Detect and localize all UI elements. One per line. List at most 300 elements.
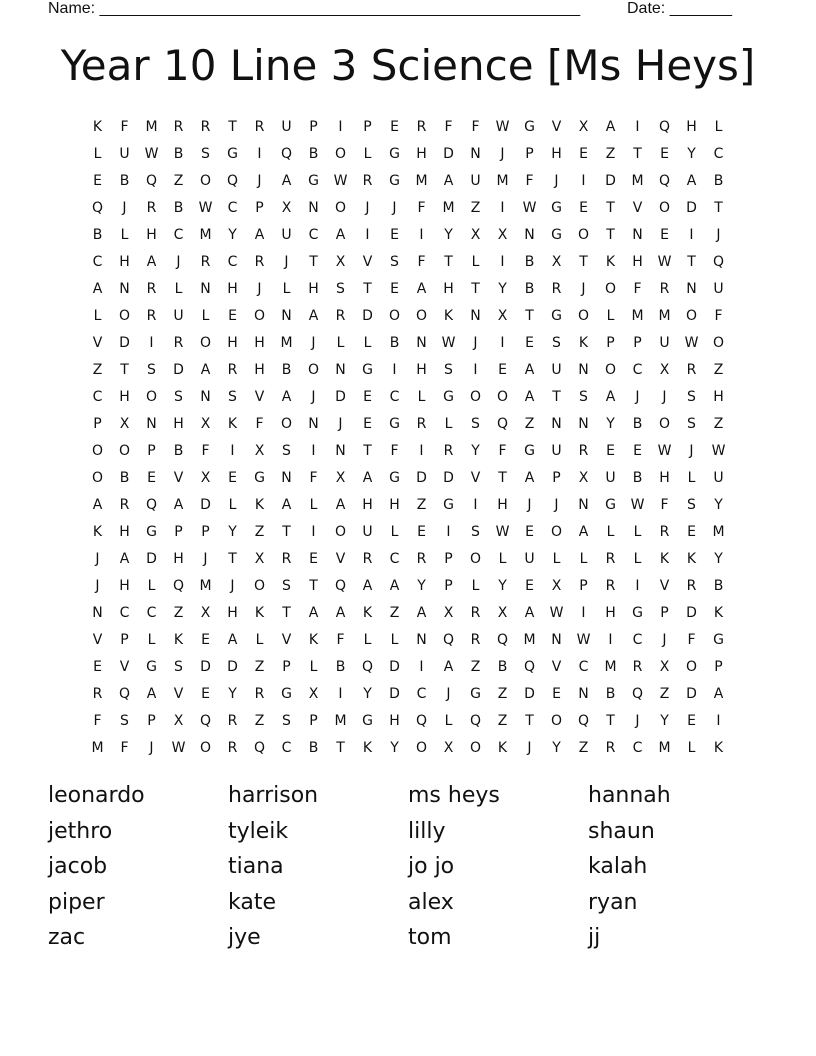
grid-letter: J xyxy=(662,631,667,648)
grid-letter: Y xyxy=(417,577,426,594)
grid-letter: N xyxy=(146,415,157,432)
grid-letter: B xyxy=(632,469,643,486)
grid-letter: U xyxy=(524,550,535,567)
grid-letter: S xyxy=(228,388,237,405)
grid-letter: D xyxy=(686,604,697,621)
grid-letter: G xyxy=(254,469,265,486)
grid-letter: M xyxy=(442,199,455,216)
grid-letter: M xyxy=(199,577,212,594)
grid-letter: H xyxy=(443,280,454,297)
grid-letter: C xyxy=(308,226,319,243)
grid-letter: R xyxy=(659,280,670,297)
grid-letter: Q xyxy=(496,415,509,432)
grid-letter: R xyxy=(659,523,670,540)
grid-letter: R xyxy=(227,712,238,729)
grid-letter: P xyxy=(525,145,534,162)
grid-letter: O xyxy=(118,307,131,324)
grid-letter: J xyxy=(527,739,532,756)
grid-letter: L xyxy=(228,496,237,513)
grid-letter: I xyxy=(230,442,235,459)
grid-letter: V xyxy=(92,334,103,351)
grid-letter: Q xyxy=(361,658,374,675)
grid-letter: F xyxy=(498,442,507,459)
grid-letter: A xyxy=(713,685,724,702)
grid-letter: O xyxy=(550,523,563,540)
grid-letter: E xyxy=(390,226,399,243)
grid-letter: H xyxy=(227,334,238,351)
grid-letter: H xyxy=(308,280,319,297)
grid-letter: J xyxy=(635,388,640,405)
grid-letter: O xyxy=(199,739,212,756)
grid-letter: H xyxy=(659,469,670,486)
grid-letter: R xyxy=(416,118,427,135)
grid-letter: L xyxy=(336,334,345,351)
grid-letter: K xyxy=(227,415,238,432)
grid-letter: T xyxy=(228,118,237,135)
grid-letter: O xyxy=(550,712,563,729)
grid-letter: I xyxy=(500,199,505,216)
grid-letter: L xyxy=(282,280,291,297)
grid-letter: M xyxy=(631,172,644,189)
word-list-item: jo jo xyxy=(408,854,455,880)
grid-letter: R xyxy=(335,307,346,324)
grid-letter: G xyxy=(389,145,400,162)
grid-letter: T xyxy=(552,388,561,405)
grid-letter: G xyxy=(389,469,400,486)
grid-letter: N xyxy=(578,685,589,702)
grid-letter: S xyxy=(471,415,480,432)
grid-letter: R xyxy=(254,118,265,135)
grid-letter: T xyxy=(633,145,642,162)
grid-letter: Z xyxy=(497,712,508,729)
grid-letter: D xyxy=(173,361,184,378)
grid-letter: H xyxy=(416,145,427,162)
grid-letter: X xyxy=(281,199,292,216)
grid-letter: E xyxy=(633,442,642,459)
word-list-item: leonardo xyxy=(48,783,145,808)
grid-letter: N xyxy=(335,442,346,459)
grid-letter: D xyxy=(389,658,400,675)
grid-letter: G xyxy=(389,172,400,189)
grid-letter: A xyxy=(362,469,373,486)
grid-letter: U xyxy=(119,145,130,162)
grid-letter: D xyxy=(362,307,373,324)
grid-letter: K xyxy=(92,118,103,135)
grid-letter: C xyxy=(227,199,238,216)
grid-letter: J xyxy=(122,199,127,216)
word-list-item: shaun xyxy=(588,818,655,844)
grid-letter: C xyxy=(92,388,103,405)
grid-letter: D xyxy=(605,172,616,189)
grid-letter: Y xyxy=(498,577,507,594)
grid-letter: T xyxy=(363,280,372,297)
grid-letter: H xyxy=(416,361,427,378)
grid-letter: Q xyxy=(712,253,725,270)
grid-letter: L xyxy=(498,550,507,567)
grid-letter: F xyxy=(120,739,129,756)
grid-letter: E xyxy=(552,685,561,702)
grid-letter: F xyxy=(417,253,426,270)
grid-letter: T xyxy=(282,523,291,540)
grid-letter: Y xyxy=(444,226,453,243)
grid-letter: A xyxy=(524,469,535,486)
letter-grid xyxy=(84,113,732,761)
grid-letter: B xyxy=(308,739,319,756)
grid-letter: W xyxy=(171,739,186,756)
grid-letter: A xyxy=(308,307,319,324)
grid-letter: T xyxy=(363,442,372,459)
grid-letter: R xyxy=(578,442,589,459)
grid-letter: X xyxy=(335,253,346,270)
grid-letter: L xyxy=(471,577,480,594)
grid-letter: Q xyxy=(658,172,671,189)
grid-letter: U xyxy=(551,442,562,459)
grid-letter: Q xyxy=(442,631,455,648)
grid-letter: L xyxy=(444,415,453,432)
grid-letter: L xyxy=(444,712,453,729)
grid-letter: Y xyxy=(714,550,723,567)
grid-letter: F xyxy=(714,307,723,324)
grid-letter: H xyxy=(254,334,265,351)
grid-letter: V xyxy=(119,658,130,675)
grid-letter: J xyxy=(716,226,721,243)
grid-letter: X xyxy=(443,739,454,756)
grid-letter: K xyxy=(497,739,508,756)
grid-letter: D xyxy=(146,550,157,567)
grid-letter: J xyxy=(203,550,208,567)
grid-letter: L xyxy=(552,550,561,567)
grid-letter: S xyxy=(687,496,696,513)
grid-letter: Z xyxy=(524,415,535,432)
grid-letter: X xyxy=(470,226,481,243)
word-list-item: ryan xyxy=(588,889,638,915)
grid-letter: L xyxy=(579,550,588,567)
grid-letter: Y xyxy=(606,415,615,432)
grid-letter: A xyxy=(416,604,427,621)
grid-letter: J xyxy=(554,172,559,189)
grid-letter: K xyxy=(173,631,184,648)
grid-letter: K xyxy=(362,604,373,621)
grid-letter: I xyxy=(419,658,424,675)
grid-letter: G xyxy=(632,604,643,621)
word-list-item: jethro xyxy=(48,818,113,844)
grid-letter: G xyxy=(362,712,373,729)
grid-letter: L xyxy=(309,496,318,513)
grid-letter: Z xyxy=(713,415,724,432)
grid-letter: P xyxy=(282,658,291,675)
grid-letter: J xyxy=(365,199,370,216)
grid-letter: F xyxy=(201,442,210,459)
grid-letter: J xyxy=(311,334,316,351)
grid-letter: U xyxy=(173,307,184,324)
grid-letter: O xyxy=(712,334,725,351)
grid-letter: N xyxy=(551,415,562,432)
grid-letter: E xyxy=(660,226,669,243)
grid-letter: X xyxy=(578,118,589,135)
grid-letter: S xyxy=(471,523,480,540)
grid-letter: E xyxy=(363,415,372,432)
grid-letter: E xyxy=(417,523,426,540)
grid-letter: E xyxy=(390,280,399,297)
grid-letter: P xyxy=(444,550,453,567)
grid-letter: K xyxy=(308,631,319,648)
grid-letter: A xyxy=(308,604,319,621)
grid-letter: Y xyxy=(390,739,399,756)
grid-letter: E xyxy=(309,550,318,567)
grid-letter: I xyxy=(716,712,721,729)
grid-letter: F xyxy=(336,631,345,648)
grid-letter: P xyxy=(309,712,318,729)
grid-letter: R xyxy=(605,577,616,594)
grid-letter: C xyxy=(632,361,643,378)
word-list-item: ms heys xyxy=(408,783,500,808)
grid-letter: R xyxy=(470,631,481,648)
grid-letter: M xyxy=(415,172,428,189)
grid-letter: F xyxy=(309,469,318,486)
grid-letter: A xyxy=(443,658,454,675)
grid-letter: R xyxy=(254,253,265,270)
grid-letter: N xyxy=(416,334,427,351)
grid-letter: E xyxy=(363,388,372,405)
grid-letter: T xyxy=(444,253,453,270)
grid-letter: A xyxy=(686,172,697,189)
grid-letter: Z xyxy=(254,658,265,675)
grid-letter: M xyxy=(496,172,509,189)
grid-letter: C xyxy=(146,604,157,621)
grid-letter: R xyxy=(416,415,427,432)
grid-letter: L xyxy=(147,577,156,594)
grid-letter: E xyxy=(498,361,507,378)
grid-letter: Q xyxy=(172,577,185,594)
grid-letter: G xyxy=(551,226,562,243)
grid-letter: H xyxy=(119,388,130,405)
grid-letter: X xyxy=(200,415,211,432)
grid-letter: Z xyxy=(173,172,184,189)
grid-letter: J xyxy=(392,199,397,216)
grid-letter: B xyxy=(713,172,724,189)
grid-letter: T xyxy=(471,280,480,297)
grid-letter: I xyxy=(581,172,586,189)
grid-letter: F xyxy=(390,442,399,459)
grid-letter: Y xyxy=(363,685,372,702)
grid-letter: J xyxy=(473,334,478,351)
grid-letter: N xyxy=(308,199,319,216)
grid-letter: A xyxy=(578,523,589,540)
grid-letter: Q xyxy=(577,712,590,729)
grid-letter: R xyxy=(92,685,103,702)
grid-letter: O xyxy=(334,523,347,540)
grid-letter: E xyxy=(525,577,534,594)
grid-letter: K xyxy=(92,523,103,540)
grid-letter: Z xyxy=(173,604,184,621)
grid-letter: I xyxy=(392,361,397,378)
grid-letter: O xyxy=(280,415,293,432)
grid-letter: R xyxy=(632,658,643,675)
grid-letter: O xyxy=(577,307,590,324)
grid-letter: M xyxy=(712,523,725,540)
grid-letter: A xyxy=(200,361,211,378)
grid-letter: D xyxy=(524,685,535,702)
grid-letter: L xyxy=(120,226,129,243)
grid-letter: O xyxy=(577,226,590,243)
grid-letter: L xyxy=(363,145,372,162)
grid-letter: N xyxy=(281,307,292,324)
grid-letter: H xyxy=(686,118,697,135)
grid-letter: O xyxy=(253,577,266,594)
grid-letter: P xyxy=(120,631,129,648)
grid-letter: M xyxy=(334,712,347,729)
grid-letter: J xyxy=(176,253,181,270)
grid-letter: N xyxy=(416,631,427,648)
grid-letter: A xyxy=(335,496,346,513)
grid-letter: J xyxy=(581,280,586,297)
grid-letter: Q xyxy=(496,631,509,648)
grid-letter: R xyxy=(200,253,211,270)
grid-letter: F xyxy=(444,118,453,135)
grid-letter: P xyxy=(147,442,156,459)
grid-letter: R xyxy=(146,280,157,297)
grid-letter: O xyxy=(199,334,212,351)
grid-letter: G xyxy=(524,442,535,459)
grid-letter: H xyxy=(173,415,184,432)
grid-letter: S xyxy=(579,388,588,405)
grid-letter: D xyxy=(227,658,238,675)
grid-letter: Q xyxy=(145,496,158,513)
word-list-item: lilly xyxy=(408,818,446,844)
grid-letter: P xyxy=(201,523,210,540)
grid-letter: N xyxy=(281,469,292,486)
grid-letter: A xyxy=(524,604,535,621)
grid-letter: J xyxy=(554,496,559,513)
grid-letter: B xyxy=(173,442,184,459)
grid-letter: I xyxy=(608,631,613,648)
grid-letter: R xyxy=(146,199,157,216)
grid-letter: D xyxy=(200,496,211,513)
grid-letter: E xyxy=(201,685,210,702)
grid-letter: D xyxy=(416,469,427,486)
grid-letter: R xyxy=(470,604,481,621)
grid-letter: A xyxy=(389,577,400,594)
grid-letter: L xyxy=(606,307,615,324)
grid-letter: C xyxy=(173,226,184,243)
grid-letter: W xyxy=(657,253,672,270)
grid-letter: S xyxy=(147,361,156,378)
grid-letter: T xyxy=(336,739,345,756)
grid-letter: O xyxy=(469,388,482,405)
grid-letter: O xyxy=(199,172,212,189)
grid-letter: V xyxy=(254,388,265,405)
grid-letter: T xyxy=(579,253,588,270)
grid-letter: X xyxy=(200,604,211,621)
grid-letter: M xyxy=(145,118,158,135)
grid-letter: E xyxy=(687,712,696,729)
grid-letter: E xyxy=(606,442,615,459)
word-list-item: hannah xyxy=(588,783,671,808)
grid-letter: Q xyxy=(523,658,536,675)
grid-letter: U xyxy=(659,334,670,351)
grid-letter: Y xyxy=(498,280,507,297)
grid-letter: P xyxy=(309,118,318,135)
grid-letter: Y xyxy=(471,442,480,459)
grid-letter: H xyxy=(119,577,130,594)
grid-letter: H xyxy=(119,253,130,270)
grid-letter: J xyxy=(500,145,505,162)
grid-letter: G xyxy=(470,685,481,702)
grid-letter: B xyxy=(173,145,184,162)
grid-letter: N xyxy=(335,361,346,378)
grid-letter: J xyxy=(149,739,154,756)
grid-letter: J xyxy=(95,550,100,567)
grid-letter: R xyxy=(254,685,265,702)
grid-letter: X xyxy=(551,253,562,270)
grid-letter: N xyxy=(92,604,103,621)
grid-letter: S xyxy=(120,712,129,729)
grid-letter: R xyxy=(686,361,697,378)
grid-letter: R xyxy=(686,577,697,594)
grid-letter: W xyxy=(144,145,159,162)
grid-letter: R xyxy=(227,361,238,378)
grid-letter: L xyxy=(201,307,210,324)
grid-letter: Y xyxy=(552,739,561,756)
grid-letter: M xyxy=(199,226,212,243)
grid-letter: N xyxy=(551,631,562,648)
grid-letter: C xyxy=(92,253,103,270)
grid-letter: L xyxy=(363,334,372,351)
grid-letter: L xyxy=(390,631,399,648)
grid-letter: Z xyxy=(578,739,589,756)
grid-letter: T xyxy=(606,226,615,243)
grid-letter: T xyxy=(228,550,237,567)
grid-letter: G xyxy=(389,415,400,432)
grid-letter: Q xyxy=(415,712,428,729)
grid-letter: N xyxy=(119,280,130,297)
grid-letter: A xyxy=(92,496,103,513)
grid-letter: F xyxy=(525,172,534,189)
grid-letter: R xyxy=(173,118,184,135)
grid-letter: G xyxy=(362,361,373,378)
grid-letter: R xyxy=(443,442,454,459)
grid-letter: H xyxy=(605,604,616,621)
grid-letter: V xyxy=(362,253,373,270)
grid-letter: A xyxy=(254,226,265,243)
grid-letter: T xyxy=(525,307,534,324)
grid-letter: B xyxy=(281,361,292,378)
grid-letter: I xyxy=(311,442,316,459)
grid-letter: B xyxy=(497,658,508,675)
grid-letter: X xyxy=(254,442,265,459)
grid-letter: X xyxy=(497,604,508,621)
grid-letter: J xyxy=(284,253,289,270)
grid-letter: A xyxy=(524,388,535,405)
grid-letter: F xyxy=(120,118,129,135)
grid-letter: G xyxy=(551,199,562,216)
grid-letter: I xyxy=(338,685,343,702)
grid-letter: R xyxy=(416,550,427,567)
grid-letter: A xyxy=(335,226,346,243)
grid-letter: E xyxy=(525,334,534,351)
grid-letter: D xyxy=(443,145,454,162)
grid-letter: A xyxy=(335,604,346,621)
grid-letter: W xyxy=(549,604,564,621)
grid-letter: O xyxy=(469,550,482,567)
grid-letter: F xyxy=(255,415,264,432)
grid-letter: Q xyxy=(118,685,131,702)
grid-letter: W xyxy=(684,334,699,351)
grid-letter: I xyxy=(149,334,154,351)
grid-letter: W xyxy=(441,334,456,351)
grid-letter: R xyxy=(605,739,616,756)
grid-letter: W xyxy=(333,172,348,189)
